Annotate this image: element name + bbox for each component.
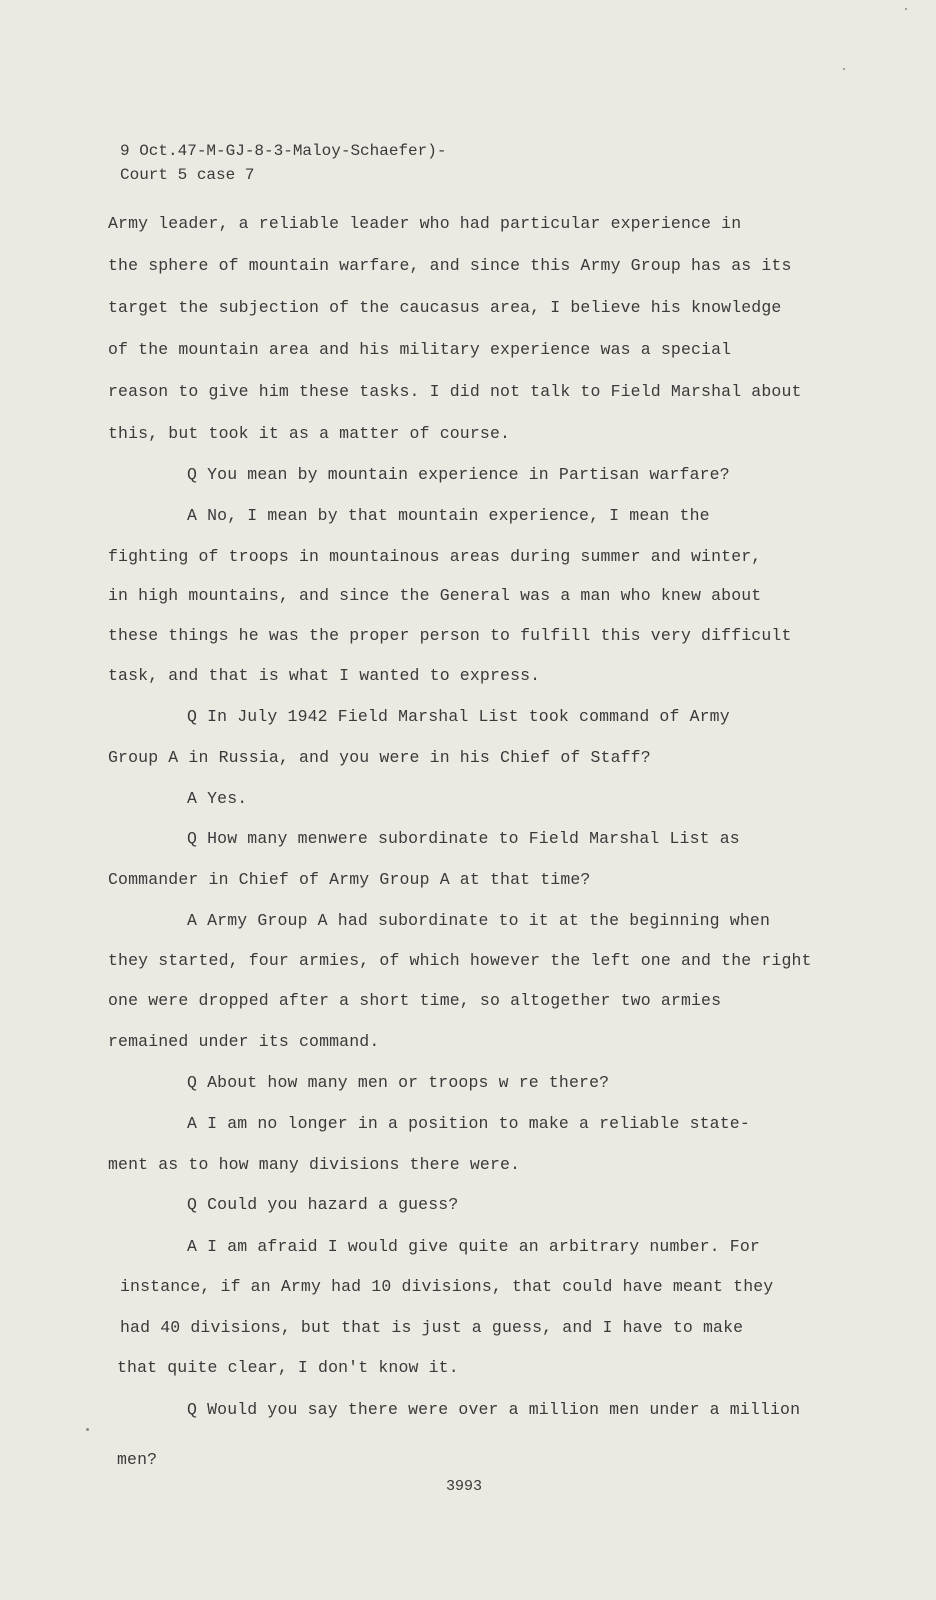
text-line: remained under its command.: [108, 1032, 380, 1051]
text-line: men?: [117, 1450, 158, 1469]
text-line: Group A in Russia, and you were in his Chief of Staff?: [108, 748, 651, 767]
text-line: Q Could you hazard a guess?: [187, 1195, 459, 1214]
text-line: instance, if an Army had 10 divisions, that could have meant they: [120, 1277, 774, 1296]
text-line: Commander in Chief of Army Group A at that time?: [108, 870, 591, 889]
text-line: A I am afraid I would give quite an arbitrary number. For: [187, 1237, 760, 1256]
text-line: this, but took it as a matter of course.: [108, 424, 511, 443]
header-reference: 9 Oct.47-M-GJ-8-3-Maloy-Schaefer)-: [120, 142, 447, 160]
text-line: the sphere of mountain warfare, and since this Army Group has as its: [108, 256, 792, 275]
text-line: one were dropped after a short time, so altogether two armies: [108, 991, 722, 1010]
text-line: Q About how many men or troops w re there?: [187, 1073, 610, 1092]
paper-speck: [905, 8, 907, 10]
text-line: that quite clear, I don't know it.: [117, 1358, 459, 1377]
text-line: target the subjection of the caucasus area, I believe his knowledge: [108, 298, 782, 317]
text-line: these things he was the proper person to fulfill this very difficult: [108, 626, 792, 645]
paper-speck: [86, 1428, 89, 1431]
text-line: in high mountains, and since the General was a man who knew about: [108, 586, 762, 605]
text-line: A Yes.: [187, 789, 248, 808]
text-line: A Army Group A had subordinate to it at the beginning when: [187, 911, 770, 930]
text-line: had 40 divisions, but that is just a guess, and I have to make: [120, 1318, 744, 1337]
text-line: ment as to how many divisions there were.: [108, 1155, 521, 1174]
text-line: Q You mean by mountain experience in Partisan warfare?: [187, 465, 730, 484]
document-header: [120, 139, 446, 187]
header-court-case: Court 5 case 7: [120, 166, 255, 184]
text-line: A No, I mean by that mountain experience, I mean the: [187, 506, 710, 525]
text-line: Q In July 1942 Field Marshal List took command of Army: [187, 707, 730, 726]
text-line: reason to give him these tasks. I did not talk to Field Marshal about: [108, 382, 802, 401]
page-number: 3993: [446, 1478, 483, 1495]
text-line: Q How many menwere subordinate to Field Marshal List as: [187, 829, 740, 848]
text-line: A I am no longer in a position to make a reliable state-: [187, 1114, 750, 1133]
paper-speck: [843, 68, 845, 70]
text-line: Army leader, a reliable leader who had particular experience in: [108, 214, 742, 233]
text-line: fighting of troops in mountainous areas during summer and winter,: [108, 547, 762, 566]
text-line: task, and that is what I wanted to express.: [108, 666, 541, 685]
text-line: they started, four armies, of which however the left one and the right: [108, 951, 812, 970]
text-line: Q Would you say there were over a million men under a million: [187, 1400, 801, 1419]
text-line: of the mountain area and his military experience was a special: [108, 340, 732, 359]
